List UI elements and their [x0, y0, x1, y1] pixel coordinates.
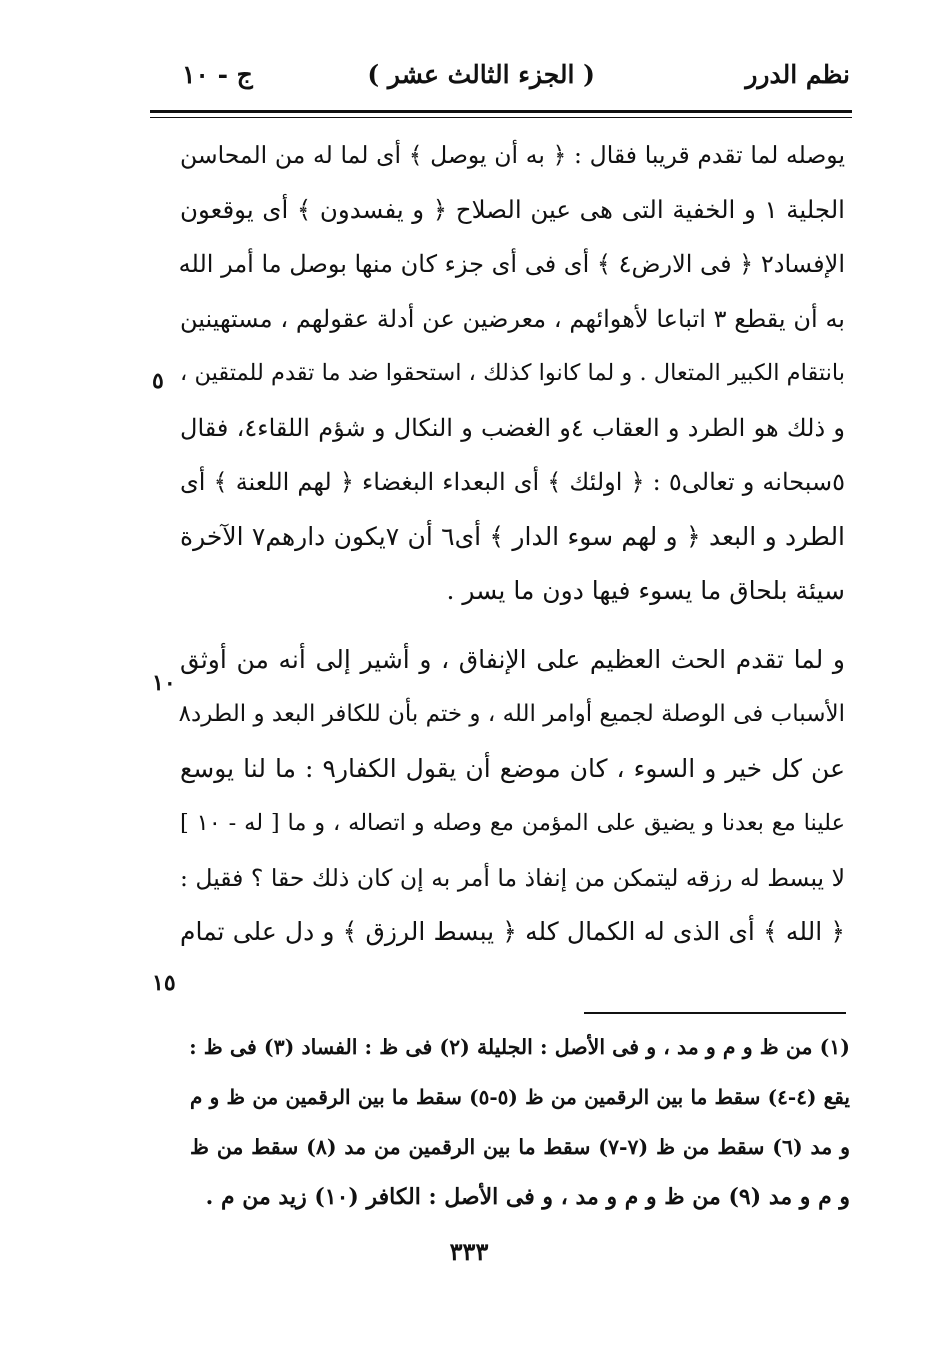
running-header — [150, 52, 850, 102]
header-rule-thick — [150, 110, 852, 113]
main-text — [180, 128, 845, 960]
text-line: يوصله لما تقدم قريبا فقال : ﴿ به أن يوصل ﴾ أى لما له من المحاسن — [180, 141, 845, 169]
text-line: بانتقام الكبير المتعال . و لما كانوا كذلك ، استحقوا ضد ما تقدم للمتقين ، — [180, 360, 845, 386]
page-number: ٣٣٣ — [449, 1237, 489, 1266]
line-number-10: ١٠ — [152, 670, 176, 696]
text-line: عن كل خير و السوء ، كان موضع أن يقول الكفار٩ : ما لنا يوسع — [180, 753, 845, 783]
footnote-line: يقع (٤-٤) سقط ما بين الرقمين من ظ (٥-٥) سقط ما بين الرقمين من ظ و م — [190, 1085, 850, 1109]
text-line: لا يبسط له رزقه ليتمكن من إنفاذ ما أمر به إن كان ذلك حقا ؟ فقيل : — [180, 863, 845, 892]
text-line: الأسباب فى الوصلة لجميع أوامر الله ، و ختم بأن للكافر البعد و الطرد٨ — [178, 701, 845, 727]
footnote-line: و مد (٦) سقط من ظ (٧-٧) سقط ما بين الرقمين من مد (٨) سقط من ظ — [190, 1135, 851, 1159]
text-line: و لما تقدم الحث العظيم على الإنفاق ، و أشير إلى أنه من أوثق — [180, 644, 845, 674]
footnotes — [190, 1022, 850, 1222]
footnote-line: (١) من ظ و م و مد ، و فى الأصل : الجليلة (٢) فى ظ : الفساد (٣) فى ظ : — [189, 1035, 850, 1059]
text-line: به أن يقطع ٣ اتباعا لأهوائهم ، معرضين عن أدلة عقولهم ، مستهينين — [180, 304, 845, 333]
text-line: ﴿ الله ﴾ أى الذى له الكمال كله ﴿ يبسط الرزق ﴾ و دل على تمام — [180, 917, 845, 946]
text-line: الطرد و البعد ﴿ و لهم سوء الدار ﴾ أى٦ أن ٧يكون دارهم٧ الآخرة — [180, 521, 846, 551]
text-line: سيئة بلحاق ما يسوء فيها دون ما يسر . — [446, 576, 845, 605]
line-number-5: ٥ — [152, 368, 164, 394]
header-rule-thin — [150, 117, 852, 118]
text-line: الجلية ١ و الخفية التى هى عين الصلاح ﴿ و يفسدون ﴾ أى يوقعون — [180, 194, 845, 224]
part-label: ( الجزء الثالث عشر ) — [367, 60, 595, 89]
footnote-line: و م و مد (٩) من ظ و م و مد ، و فى الأصل : الكافر (١٠) زيد من م . — [205, 1184, 850, 1210]
text-line: علينا مع بعدنا و يضيق على المؤمن مع وصله و اتصاله ، و ما [ له - ١٠ ] — [180, 810, 845, 836]
book-title: نظم الدرر — [745, 60, 850, 89]
text-line: الإفساد٢ ﴿ فى الارض٤ ﴾ أى فى أى جزء كان منها بوصل ما أمر الله — [178, 250, 845, 278]
text-line: ٥سبحانه و تعالى٥ : ﴿ اولئك ﴾ أى البعداء البغضاء ﴿ لهم اللعنة ﴾ أى — [180, 468, 845, 496]
volume-label: ج - ١٠ — [182, 60, 253, 89]
line-number-15: ١٥ — [152, 970, 176, 996]
text-line: و ذلك هو الطرد و العقاب ٤و الغضب و النكال و شؤم اللقاء٤، فقال — [180, 413, 845, 442]
footnote-rule — [584, 1012, 846, 1014]
